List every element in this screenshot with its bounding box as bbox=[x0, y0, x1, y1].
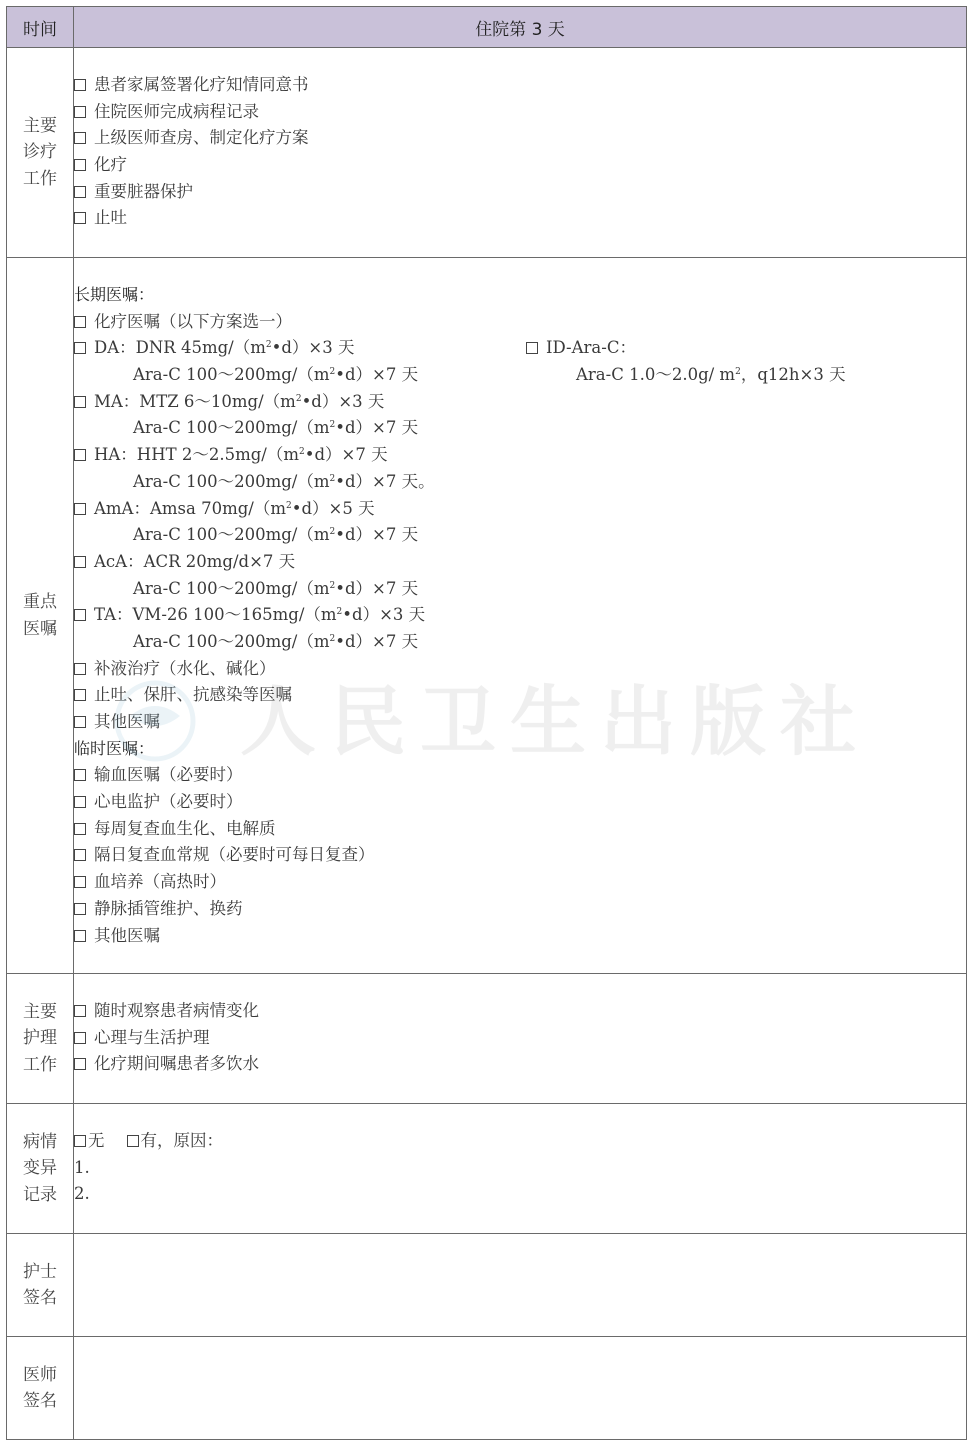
row-label-doctor-signature: 医师 签名 bbox=[7, 1337, 74, 1440]
list-item: 每周复查血生化、电解质 bbox=[74, 816, 966, 843]
row-doctor-signature bbox=[7, 1337, 967, 1440]
checkbox[interactable] bbox=[74, 609, 86, 621]
row-label-diagnosis: 主要 诊疗 工作 bbox=[7, 48, 74, 258]
checkbox[interactable] bbox=[74, 159, 86, 171]
variation-content bbox=[74, 1104, 967, 1234]
list-item: 上级医师查房、制定化疗方案 bbox=[74, 125, 966, 152]
list-item: 静脉插管维护、换药 bbox=[74, 896, 966, 923]
list-item: 重要脏器保护 bbox=[74, 179, 966, 206]
variation-reason-2[interactable]: 2. bbox=[74, 1184, 90, 1204]
checkbox[interactable] bbox=[74, 716, 86, 728]
header-time: 时间 bbox=[7, 7, 74, 48]
checkbox[interactable] bbox=[74, 663, 86, 675]
list-item: 患者家属签署化疗知情同意书 bbox=[74, 72, 966, 99]
checkbox[interactable] bbox=[74, 449, 86, 461]
orders-content bbox=[74, 258, 967, 974]
list-item: 补液治疗（水化、碱化） bbox=[74, 656, 966, 683]
checkbox[interactable] bbox=[74, 1058, 86, 1070]
row-nursing bbox=[7, 974, 967, 1104]
checkbox[interactable] bbox=[526, 342, 538, 354]
doctor-signature-field[interactable] bbox=[74, 1337, 967, 1440]
checkbox[interactable] bbox=[74, 132, 86, 144]
checkbox[interactable] bbox=[74, 823, 86, 835]
regimen-aca: AcA：ACR 20mg/d×7 天 bbox=[74, 549, 966, 576]
checkbox[interactable] bbox=[74, 876, 86, 888]
checkbox[interactable] bbox=[74, 1135, 86, 1147]
regimen-ama: AmA：Amsa $70mg/(m^2•d)\times 5$ 天 bbox=[74, 496, 966, 523]
list-item: 化疗 bbox=[74, 152, 966, 179]
list-item: 心电监护（必要时） bbox=[74, 789, 966, 816]
checkbox[interactable] bbox=[74, 849, 86, 861]
checkbox[interactable] bbox=[74, 796, 86, 808]
checkbox[interactable] bbox=[74, 1032, 86, 1044]
variation-reason-1[interactable]: 1. bbox=[74, 1157, 90, 1177]
id-ara-c-regimen: ID-Ara-C： Ara-C 1.0～2.0g/ $m^2$，q12h×3 天 bbox=[526, 335, 846, 388]
checkbox[interactable] bbox=[74, 503, 86, 515]
row-orders bbox=[7, 258, 967, 974]
list-item: 止吐、保肝、抗感染等医嘱 bbox=[74, 682, 966, 709]
checkbox[interactable] bbox=[74, 1005, 86, 1017]
regimen-da: DA：DNR $45mg/(m^2•d)\times 3$ 天 bbox=[74, 335, 966, 362]
nursing-content bbox=[74, 974, 967, 1104]
checkbox[interactable] bbox=[74, 769, 86, 781]
checkbox[interactable] bbox=[74, 342, 86, 354]
nurse-signature-field[interactable] bbox=[74, 1234, 967, 1337]
row-label-orders: 重点 医嘱 bbox=[7, 258, 74, 974]
checkbox[interactable] bbox=[74, 689, 86, 701]
header-row bbox=[7, 7, 967, 48]
checkbox[interactable] bbox=[74, 106, 86, 118]
regimen-block: ID-Ara-C： Ara-C 1.0～2.0g/ $m^2$，q12h×3 天 DA：DNR $45mg/(m^2•d)\times 3$ 天 Ara-C $100\sim 200mg/(m^2•d)\times 7$ 天 MA：MTZ $6\sim 10mg/(m^2•d)\times 3$ 天 Ara-C $100\sim 200mg/(m^2•d)\times 7$ 天 HA：HHT $2\sim 2.5mg/(m^2•d)\times 7$ 天 Ara-C $100\sim 200mg/(m^2•d)\times 7$ 天。 AmA：Amsa $70mg/(m^2•d)\times 5$ 天 Ara-C $100\sim 200mg/(m^2•d)\times 7$ 天 AcA：ACR 20mg/d×7 天 Ara-C $100\sim 200mg/(m^2•d)\times 7$ 天 TA：VM-26 $100\sim 165mg/(m^2•d)\times 3$ 天 Ara-C $100\sim 200mg/(m^2•d)\times 7$ 天 bbox=[74, 335, 966, 655]
checkbox[interactable] bbox=[74, 930, 86, 942]
temporary-orders-title: 临时医嘱： bbox=[74, 738, 155, 758]
list-item: 血培养（高热时） bbox=[74, 869, 966, 896]
checkbox[interactable] bbox=[74, 186, 86, 198]
list-item: 止吐 bbox=[74, 205, 966, 232]
checkbox[interactable] bbox=[74, 212, 86, 224]
checkbox[interactable] bbox=[74, 556, 86, 568]
row-nurse-signature bbox=[7, 1234, 967, 1337]
header-day: 住院第 3 天 bbox=[74, 7, 967, 48]
regimen-ha: HA：HHT $2\sim 2.5mg/(m^2•d)\times 7$ 天 bbox=[74, 442, 966, 469]
row-label-nurse-signature: 护士 签名 bbox=[7, 1234, 74, 1337]
checkbox[interactable] bbox=[74, 396, 86, 408]
list-item: 其他医嘱 bbox=[74, 923, 966, 950]
watermark-text: 人民卫生出版社 bbox=[240, 677, 870, 766]
regimen-ta: TA：VM-26 $100\sim 165mg/(m^2•d)\times 3$ 天 bbox=[74, 602, 966, 629]
row-label-variation: 病情 变异 记录 bbox=[7, 1104, 74, 1234]
list-item: 随时观察患者病情变化 bbox=[74, 998, 966, 1025]
diagnosis-content bbox=[74, 48, 967, 258]
list-item: 输血医嘱（必要时） bbox=[74, 762, 966, 789]
checkbox[interactable] bbox=[74, 316, 86, 328]
list-item: 隔日复查血常规（必要时可每日复查） bbox=[74, 842, 966, 869]
list-item: 其他医嘱 bbox=[74, 709, 966, 736]
list-item: 住院医师完成病程记录 bbox=[74, 99, 966, 126]
variation-yes-option[interactable]: 有，原因： bbox=[127, 1131, 224, 1150]
long-term-orders-title: 长期医嘱： bbox=[74, 285, 155, 304]
list-item: 化疗期间嘱患者多饮水 bbox=[74, 1051, 966, 1078]
list-item: 心理与生活护理 bbox=[74, 1025, 966, 1052]
row-label-nursing: 主要 护理 工作 bbox=[7, 974, 74, 1104]
row-variation bbox=[7, 1104, 967, 1234]
row-diagnosis bbox=[7, 48, 967, 258]
clinical-pathway-table bbox=[6, 6, 967, 1440]
variation-no-option[interactable]: 无 bbox=[74, 1128, 105, 1155]
checkbox[interactable] bbox=[74, 79, 86, 91]
regimen-ma: MA：MTZ $6\sim 10mg/(m^2•d)\times 3$ 天 bbox=[74, 389, 966, 416]
list-item: 化疗医嘱（以下方案选一） bbox=[74, 309, 966, 336]
checkbox[interactable] bbox=[74, 903, 86, 915]
checkbox[interactable] bbox=[127, 1135, 139, 1147]
